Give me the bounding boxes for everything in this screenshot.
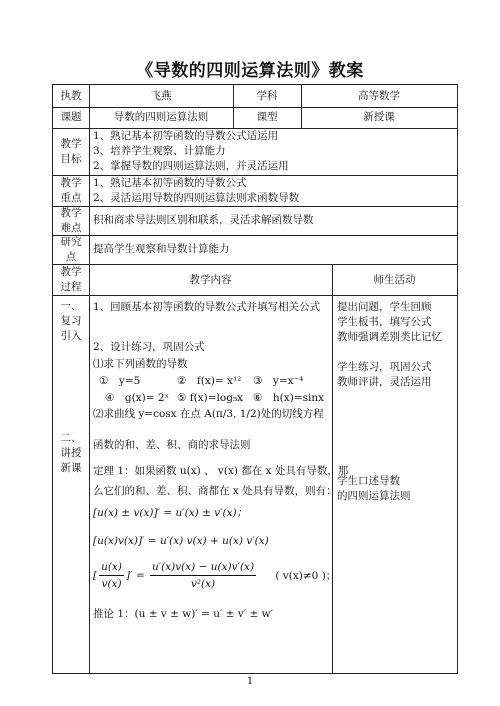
activity-5: 教师评讲，灵活运用 [337,376,432,388]
research-label: 研究点 [60,236,82,263]
subject-value: 高等数学 [358,90,400,102]
process-label: 教学过程 [60,266,82,293]
review-item-2: 2、设计练习，巩固公式 [93,341,205,353]
goal-line-2: 3、培养学生观察、计算能力 [93,145,226,157]
key-line-2: 2、灵活运用导数的四则运算法则求函数导数 [93,192,300,204]
teacher-label: 执教 [60,90,82,102]
quotient-rhs-fraction: $\frac{u'(x)v(x) - u(x)v'(x)}{\text{v²(x)}}$ [151,561,255,590]
activity-header: 师生活动 [373,274,416,286]
review-question-2: ⑵求曲线 y=cosx 在点 A(π/3, 1/2)处的切线方程 [93,408,324,420]
section-review-label: 一、复习引入 [60,300,82,342]
activity-4: 学生练习，巩固公式 [337,361,432,373]
formula-1: ① y=5 [99,375,141,387]
theorem-line-1: 定理 1：如果函数 u(x) 、 v(x) 都在 x 处具有导数，那 [93,465,349,477]
goal-line-3: 2、掌握导数的四则运算法则，并灵活运用 [93,160,289,172]
goals-label: 教学目标 [60,138,82,165]
formula-2: ② f(x)= x¹² [177,375,242,387]
content-header: 教学内容 [189,274,232,286]
formula-4: ④ g(x)= 2ˣ [105,392,170,404]
page-number: 1 [246,676,254,687]
difficulty-text: 积和商求导法则区别和联系，灵活求解函数导数 [93,214,314,226]
formula-6: ⑥ h(x)=sinx [253,392,325,404]
lesson-plan-table [52,84,458,674]
activity-2: 学生板书，填写公式 [337,316,432,328]
activity-3: 教师强调差别类比记忆 [337,331,442,343]
document-title: 《导数的四则运算法则》教案 [136,61,364,81]
rule-sum: [u(x) ± v(x)]′ = u′(x) ± v′(x)； [93,507,248,519]
research-text: 提高学生观察和导数计算能力 [93,243,230,255]
topic-label: 课题 [60,111,82,123]
difficulty-label: 教学难点 [60,207,82,234]
formula-3: ③ y=x⁻⁴ [253,375,304,387]
activity-1: 提出问题，学生回顾 [337,301,432,313]
teacher-value: 飞燕 [150,90,172,102]
activity-6: 学生口述导数 [337,475,400,487]
quotient-condition: ( v(x)≠0 )； [275,569,337,582]
subject-label: 学科 [256,90,278,102]
rule-quotient: [ $\frac{u(x)}{v(x)}$ ]′ = $\frac{u'(x)v(x) - u(x)v'(x)}{\text{v²(x)}}$ ( v(x)≠0 )； [93,561,337,590]
quotient-lhs-fraction: $\frac{u(x)}{v(x)}$ [101,561,122,590]
section-new-label: 二、讲授新课 [60,432,82,474]
review-question-1: ⑴求下列函数的导数 [93,358,188,370]
rule-product: [u(x)v(x)]′ = u′(x) v(x) + u(x) v′(x) [93,535,269,547]
corollary-1: 推论 1：(u ± v ± w)′ = u′ ± v′ ± w′ [93,608,273,620]
formula-5: ⑤ f(x)=log₅x [177,392,244,404]
topic-value: 导数的四则运算法则 [113,111,209,123]
new-intro: 函数的和、差、积、商的求导法则 [93,439,251,451]
review-item-1: 1、回顾基本初等函数的导数公式并填写相关公式 [93,301,321,313]
type-value: 新授课 [363,111,395,123]
activity-7: 的四则运算法则 [337,490,411,502]
key-label: 教学重点 [60,177,82,204]
key-line-1: 1、熟记基本初等函数的导数公式 [93,177,247,189]
type-label: 课型 [256,111,278,123]
theorem-line-2: 么它们的和、差、积、商都在 x 处具有导数，则有： [93,485,337,497]
goal-line-1: 1、熟记基本初等函数的导数公式适运用 [93,130,279,142]
